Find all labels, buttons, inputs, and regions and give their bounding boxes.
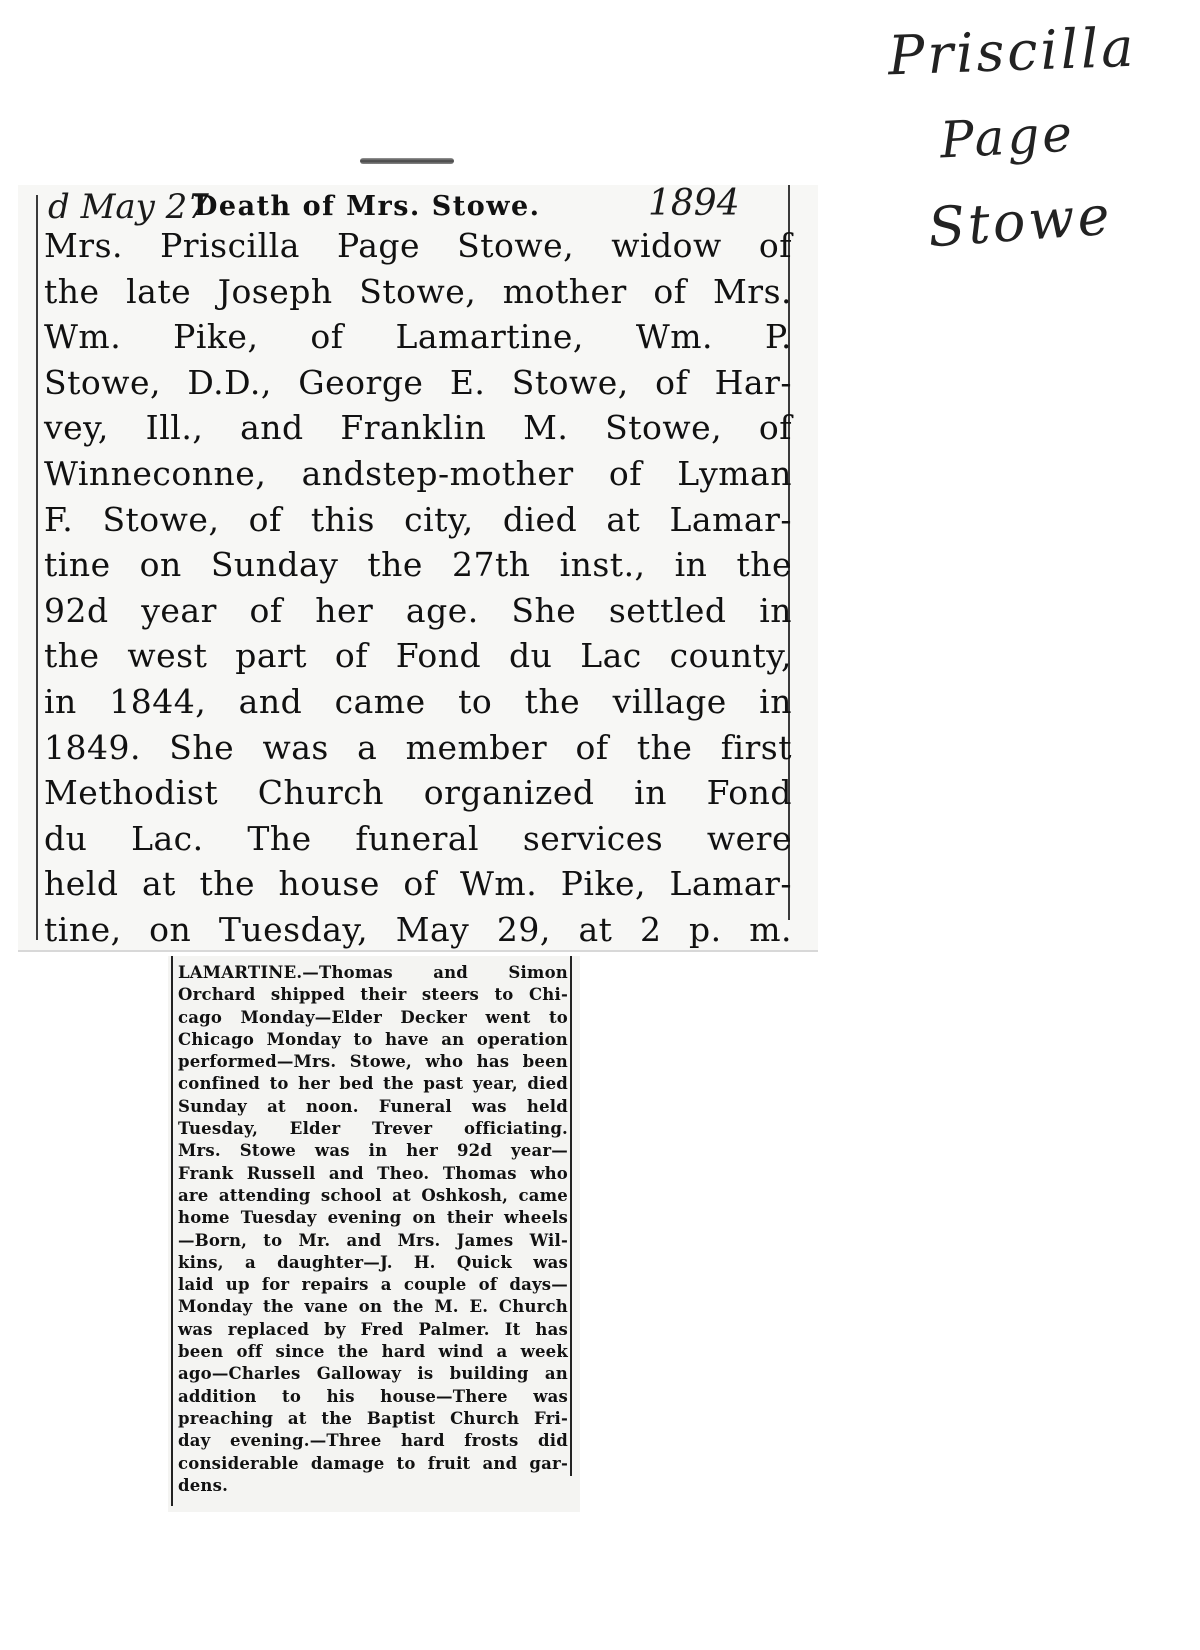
obituary-line: Stowe, D.D., George E. Stowe, of Har- — [44, 362, 792, 402]
obituary-headline: Death of Mrs. Stowe. — [194, 191, 541, 222]
news-line: laid up for repairs a couple of days— — [178, 1275, 568, 1295]
news-line: Monday the vane on the M. E. Church — [178, 1297, 568, 1317]
obituary-line: in 1844, and came to the village in — [44, 681, 792, 721]
news-line: home Tuesday evening on their wheels — [178, 1208, 568, 1228]
news-line: considerable damage to fruit and gar- — [178, 1453, 568, 1473]
clipping-column-rule-right — [570, 956, 572, 1476]
news-line: Orchard shipped their steers to Chi- — [178, 985, 568, 1005]
obituary-line: tine, on Tuesday, May 29, at 2 p. m. — [44, 909, 792, 949]
clipping-column-rule-left — [36, 195, 38, 940]
news-line: LAMARTINE.—Thomas and Simon — [178, 963, 568, 982]
handwritten-name-first: Priscilla — [886, 15, 1138, 88]
news-line: ago—Charles Galloway is building an — [178, 1364, 568, 1384]
handwritten-name-middle: Page — [938, 104, 1077, 170]
obituary-line: Wm. Pike, of Lamartine, Wm. P. — [44, 317, 792, 357]
news-line: day evening.—Three hard frosts did — [178, 1431, 568, 1451]
news-line: dens. — [178, 1475, 229, 1495]
news-line: Sunday at noon. Funeral was held — [178, 1096, 568, 1116]
obituary-line: 1849. She was a member of the first — [44, 727, 792, 767]
obituary-clipping — [18, 185, 818, 952]
news-line: Mrs. Stowe was in her 92d year— — [178, 1141, 568, 1161]
news-line: Tuesday, Elder Trever officiating. — [178, 1119, 568, 1139]
obituary-line: F. Stowe, of this city, died at Lamar- — [44, 499, 792, 539]
obituary-line: the west part of Fond du Lac county, — [44, 636, 792, 676]
obituary-line: Winneconne, andstep-mother of Lyman — [44, 453, 792, 493]
news-line: Chicago Monday to have an operation — [178, 1029, 568, 1049]
news-line: addition to his house—There was — [178, 1386, 568, 1406]
news-line: kins, a daughter—J. H. Quick was — [178, 1252, 568, 1272]
news-line: was replaced by Fred Palmer. It has — [178, 1319, 568, 1339]
obituary-line: du Lac. The funeral services were — [44, 818, 792, 858]
obituary-line: Methodist Church organized in Fond — [44, 773, 792, 813]
obituary-line: held at the house of Wm. Pike, Lamar- — [44, 864, 792, 904]
news-line: confined to her bed the past year, died — [178, 1074, 568, 1094]
news-line: performed—Mrs. Stowe, who has been — [178, 1052, 568, 1072]
lamartine-news-clipping — [168, 956, 580, 1512]
obituary-line: the late Joseph Stowe, mother of Mrs. — [44, 271, 792, 311]
news-line: are attending school at Oshkosh, came — [178, 1185, 568, 1205]
news-line: cago Monday—Elder Decker went to — [178, 1007, 568, 1027]
lamartine-news-body — [178, 962, 568, 1497]
news-line: —Born, to Mr. and Mrs. James Wil- — [178, 1230, 568, 1250]
obituary-body — [44, 223, 792, 953]
handwritten-date-note: d May 27 — [48, 187, 209, 227]
obituary-line: vey, Ill., and Franklin M. Stowe, of — [44, 408, 792, 448]
obituary-line: Mrs. Priscilla Page Stowe, widow of — [44, 226, 792, 265]
news-line: preaching at the Baptist Church Fri- — [178, 1408, 568, 1428]
news-line: been off since the hard wind a week — [178, 1342, 568, 1362]
handwritten-name-last: Stowe — [926, 183, 1115, 260]
clipping-column-rule-left — [171, 956, 173, 1506]
obituary-line: 92d year of her age. She settled in — [44, 590, 792, 630]
handwritten-year-note: 1894 — [648, 183, 740, 224]
staple — [360, 158, 454, 164]
news-line: Frank Russell and Theo. Thomas who — [178, 1163, 568, 1183]
obituary-line: tine on Sunday the 27th inst., in the — [44, 545, 792, 585]
